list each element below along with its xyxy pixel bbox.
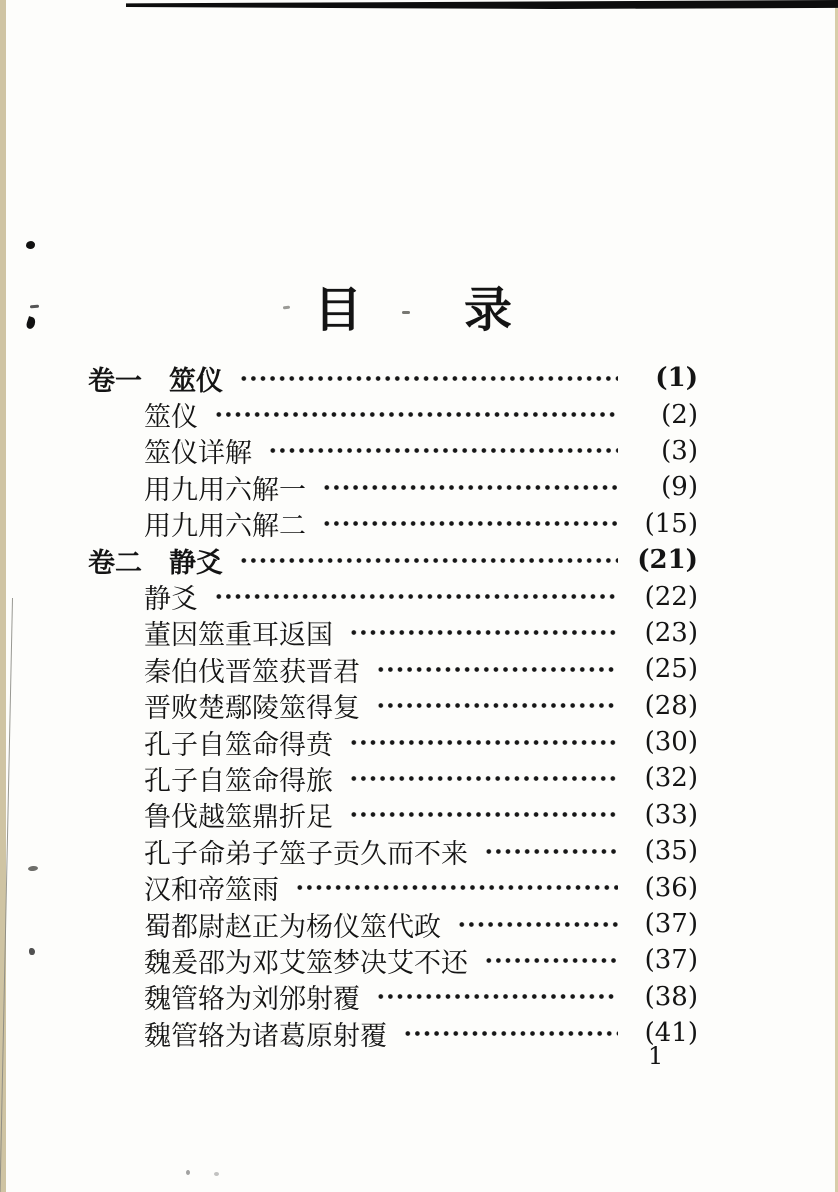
page-title: 目 录 [313, 282, 514, 338]
toc-entry-page: (1) [655, 363, 698, 394]
toc-entry-page: (21) [637, 545, 698, 576]
toc-entry [88, 760, 698, 796]
toc-entry-label: 鲁伐越筮鼎折足 [144, 802, 333, 833]
toc-entry [88, 869, 698, 905]
toc-entry-page: (36) [644, 872, 698, 903]
toc-entry [88, 542, 698, 578]
toc-entry [88, 651, 698, 687]
toc-entry [88, 1015, 698, 1051]
dot-leader [376, 651, 618, 687]
dot-leader [268, 433, 618, 469]
toc-entry-page: (38) [644, 981, 698, 1012]
toc-entry-page: (9) [661, 472, 698, 503]
toc-entry-page: (3) [661, 435, 698, 466]
dot-leader [376, 979, 618, 1015]
scan-speck [214, 1172, 219, 1176]
toc-entry-label: 晋败楚鄢陵筮得复 [144, 693, 360, 724]
dot-leader [484, 942, 618, 978]
toc-entry-page: (22) [644, 581, 698, 612]
toc-entry-page: (41) [644, 1018, 698, 1049]
toc-entry-label: 汉和帝筮雨 [144, 875, 279, 906]
dot-leader [349, 724, 618, 760]
toc-entry [88, 979, 698, 1015]
toc-entry-page: (25) [644, 654, 698, 685]
toc-entry [88, 942, 698, 978]
dot-leader [295, 869, 618, 905]
dot-leader [349, 797, 618, 833]
toc-entry-page: (23) [644, 617, 698, 648]
toc-entry [88, 578, 698, 614]
toc-entry-label: 董因筮重耳返国 [144, 620, 333, 651]
dot-leader [484, 833, 618, 869]
toc-entry-page: (15) [644, 508, 698, 539]
toc-entry-label: 筮仪 [144, 402, 198, 433]
toc-entry [88, 469, 698, 505]
dot-leader [322, 506, 618, 542]
dot-leader [349, 615, 618, 651]
dot-leader [214, 578, 618, 614]
toc-entry-label: 魏管辂为刘邠射覆 [144, 984, 360, 1015]
toc-entry [88, 615, 698, 651]
toc-entry-page: (37) [644, 909, 698, 940]
toc-entry-page: (33) [644, 799, 698, 830]
dot-leader [214, 396, 618, 432]
scan-speck [186, 1170, 190, 1175]
dot-leader [239, 360, 618, 396]
dot-leader [403, 1015, 618, 1051]
toc-entry-label: 卷二 静爻 [88, 547, 223, 579]
toc-entry-label: 卷一 筮仪 [88, 365, 223, 397]
footer-page-number: 1 [648, 1042, 664, 1070]
scan-speck [28, 865, 38, 871]
toc-entry-page: (35) [644, 836, 698, 867]
toc-entry-label: 筮仪详解 [144, 438, 252, 469]
toc-entry [88, 906, 698, 942]
toc-entry-page: (30) [644, 727, 698, 758]
toc-entry-label: 用九用六解一 [144, 474, 306, 505]
toc-entry-label: 蜀都尉赵正为杨仪筮代政 [144, 911, 441, 942]
toc-entry [88, 433, 698, 469]
toc-entry-page: (28) [644, 690, 698, 721]
toc-entry [88, 396, 698, 432]
toc-entry-label: 静爻 [144, 584, 198, 615]
dot-leader [457, 906, 618, 942]
table-of-contents [88, 360, 698, 1051]
toc-entry-label: 魏管辂为诸葛原射覆 [144, 1020, 387, 1051]
dot-leader [322, 469, 618, 505]
toc-entry [88, 833, 698, 869]
toc-entry-label: 孔子自筮命得旅 [144, 766, 333, 796]
toc-entry [88, 506, 698, 542]
dot-leader [376, 688, 618, 724]
toc-entry-page: (32) [644, 763, 698, 794]
toc-entry-label: 秦伯伐晋筮获晋君 [144, 656, 360, 687]
toc-entry [88, 724, 698, 760]
toc-entry [88, 688, 698, 724]
toc-entry-page: (37) [644, 945, 698, 976]
toc-entry [88, 797, 698, 833]
toc-entry-label: 孔子命弟子筮子贡久而不来 [144, 838, 468, 869]
toc-entry-label: 用九用六解二 [144, 511, 306, 542]
toc-entry-label: 魏爰邵为邓艾筮梦决艾不还 [144, 947, 468, 978]
toc-entry-page: (2) [661, 399, 698, 430]
scan-top-black-bar [126, 0, 838, 9]
scan-speck [26, 241, 35, 249]
toc-entry-label: 孔子自筮命得贲 [144, 729, 333, 760]
toc-entry [88, 360, 698, 396]
dot-leader [349, 760, 618, 796]
scan-speck [29, 948, 35, 955]
dot-leader [239, 542, 618, 578]
